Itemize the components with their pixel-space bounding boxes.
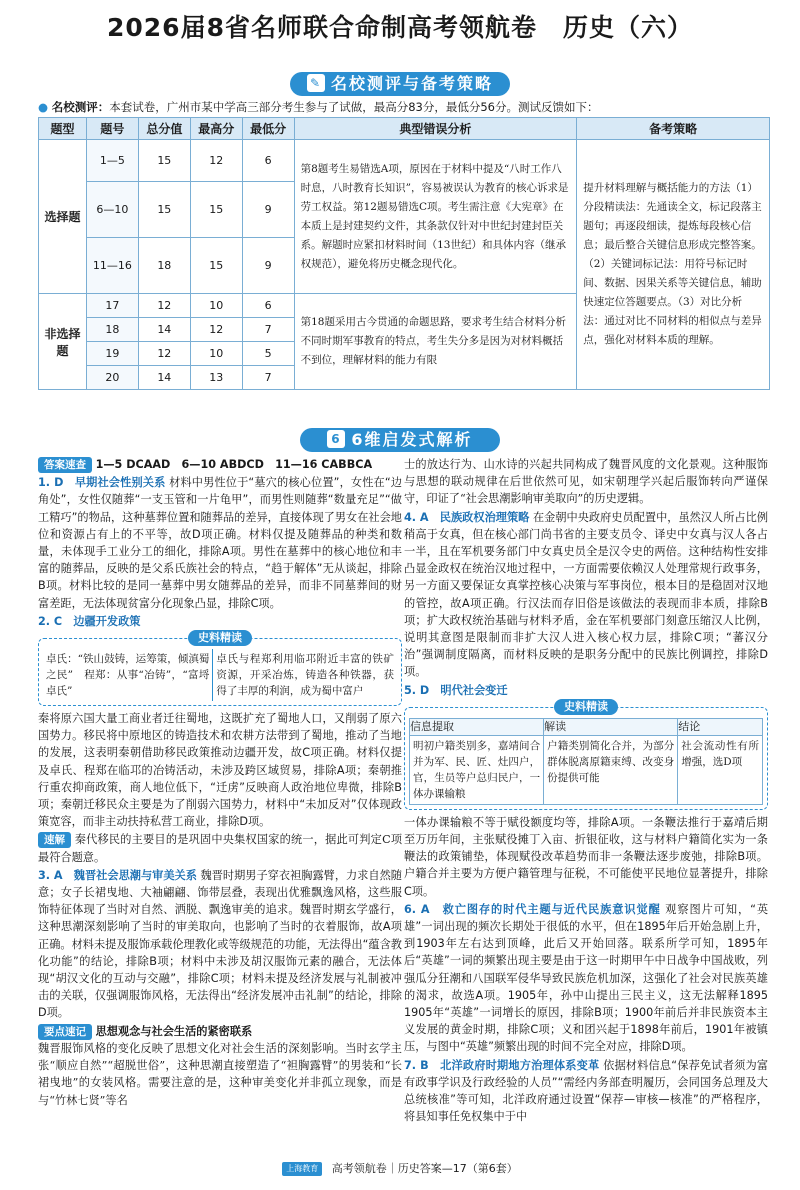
box-caption: 史料精读	[188, 630, 252, 646]
cell-max: 15	[190, 182, 242, 238]
cell-no: 6—10	[86, 182, 138, 238]
cell-total: 12	[138, 294, 190, 318]
table-header: 最高分	[190, 118, 242, 140]
key-points	[38, 1023, 402, 1109]
question-4	[404, 509, 768, 681]
cell-total: 15	[138, 182, 190, 238]
tip-text: 秦代移民的主要目的是巩固中央集权国家的统一，据此可判定C项最符合题意。	[38, 833, 403, 864]
q2-heading: 2. C 边疆开发政策	[38, 614, 141, 628]
box-header: 信息提取	[410, 718, 544, 735]
answer-summary	[38, 456, 402, 473]
error-analysis-nonchoice: 第18题采用古今贯通的命题思路，要求考生结合材料分析不同时期军事教育的特点，考生失分多是因为对材料概括不到位，理解材料的能力有限	[294, 294, 577, 390]
cell-no: 17	[86, 294, 138, 318]
table-row	[39, 140, 770, 182]
box-cell: 明初户籍类别多，嘉靖间合并为军、民、匠、灶四户，官，生员等户总归民户，一体办课输粮	[410, 735, 544, 804]
box-header: 解读	[544, 718, 678, 735]
table-header: 题号	[86, 118, 138, 140]
key-points-title: 思想观念与社会生活的紧密联系	[95, 1024, 253, 1038]
right-column	[404, 456, 780, 1127]
q4-body: 在金朝中央政府史员配置中，虽然汉人所占比例稍高于女真，但在核心部门尚书省的主要支员令、译史中女真与汉人各占一半，且在军机要务部门中女真史员全是汉令史的两倍。这种结构性安排凸显金政权在统治汉地过程中，一方面需要依赖汉人处理常规行政事务，另一方面又要保证女真掌控核心决策与军事岗位，根本目的是稳固对汉地的管控，故A项正确。行汉法而存旧俗是该做法的表现而非本质，排除B项；扩大政权统治基础与材料矛盾，金在军机要部门刻意压缩汉人比例，说明其意图是限制而非扩大汉人进入核心权力层，排除C项；“蕃汉分治”强调制度隔离，而材料反映的是职务分配中的民族比例调控，排除D项。	[404, 510, 769, 679]
analysis-table	[38, 117, 770, 390]
box-interpretation: 卓氏与程郑利用临邛附近丰富的铁矿资源，开采冶炼，铸造各种铁器，获得了丰厚的利润，成为蜀中富户	[213, 649, 397, 701]
cell-total: 14	[138, 318, 190, 342]
question-3	[38, 867, 402, 1022]
box-caption: 史料精读	[554, 699, 618, 715]
cell-total: 12	[138, 342, 190, 366]
source-reading-box	[404, 699, 768, 810]
left-column	[38, 456, 402, 1110]
q7-heading: 7. B 北洋政府时期地方治理体系变革	[404, 1058, 600, 1072]
question-1	[38, 474, 402, 612]
answers-badge: 答案速查	[38, 457, 92, 473]
page-footer	[0, 1160, 800, 1176]
table-header: 题型	[39, 118, 87, 140]
cell-max: 12	[190, 318, 242, 342]
cell-total: 18	[138, 238, 190, 294]
cell-max: 13	[190, 366, 242, 390]
cell-min: 9	[242, 182, 294, 238]
question-7	[404, 1057, 768, 1126]
intro-text: 本套试卷，广州市某中学高三部分考生参与了试做，最高分83分，最低分56分。测试反馈如下：	[109, 100, 599, 114]
page-title: 2026届8省名师联合命制高考领航卷 历史（六）	[107, 13, 693, 42]
table-header-row	[39, 118, 770, 140]
tip-badge: 速解	[38, 832, 71, 848]
banner-label: 名校测评与备考策略	[330, 74, 493, 93]
box-header: 结论	[678, 718, 763, 735]
cell-max: 12	[190, 140, 242, 182]
box-cell: 社会流动性有所增强，选D项	[678, 735, 763, 804]
cell-min: 7	[242, 366, 294, 390]
banner-label: 6维启发式解析	[351, 430, 473, 449]
q1-body: 材料中男性位于“墓穴的核心位置”，女性在“边角处”，女性仅随葬“一支玉管和一片龟甲”，而男性则随葬“数量充足”“做工精巧”的物品，这种墓葬位置和随葬品的差异，直接体现了男女在社会地位和资源占有上的不平等，故D项正确。材料仅提及随葬品的种类和数量，未体现手工业分工的细化，排除A项。男性在墓葬中的核心地位和丰富的随葬品，反映的是父系氏族社会的特点，“趋于解体”无从谈起，排除B项。材料比较的是同一墓葬中男女随葬品的差异，而非不同墓葬间的财富差距，无法体现贫富分化现象凸显，排除C项。	[38, 476, 403, 610]
question-type: 非选择题	[39, 294, 87, 390]
question-6	[404, 901, 780, 1056]
number-six-icon: 6	[327, 430, 345, 448]
cell-no: 20	[86, 366, 138, 390]
table-header: 最低分	[242, 118, 294, 140]
table-header: 总分值	[138, 118, 190, 140]
cell-max: 10	[190, 342, 242, 366]
table-header: 典型错误分析	[294, 118, 577, 140]
publisher-logo: 上海教育	[282, 1162, 322, 1176]
section-banner-analysis	[300, 428, 500, 452]
quick-tip	[38, 831, 402, 865]
cell-max: 15	[190, 238, 242, 294]
error-analysis-choice: 第8题考生易错选A项，原因在于材料中提及“八时工作八时息，八时教育长知识”，容易被误认为教育的核心诉求是劳工权益。第12题易错选C项。考生需注意《大宪章》在本质上是封建契约文件，其条款仅针对中世纪封建封臣关系。解题时应紧扣材料时间（13世纪）和具体内容（继承权规范），避免将历史概念现代化。	[294, 140, 577, 294]
book-icon: ✎	[307, 74, 325, 92]
cell-no: 11—16	[86, 238, 138, 294]
section-banner-strategy	[290, 72, 510, 96]
q6-body: 观察图片可知，“英雄”一词出现的频次长期处于很低的水平，但在1895年后开始急剧上升，到1903年左右达到顶峰，此后又开始回落。联系所学可知，1895年后“英雄”一词的频繁出现主要是由于这一时期甲午中日战争中国战败，列强瓜分狂潮和八国联军侵华导致民族危机加深，这强化了社会对民族英雄的渴求，故选A项。1905年，孙中山提出三民主义，这无法解释1895 1905年“英雄”一词增长的原因，排除B项；1900年前后并非民族资本主义发展的黄金时期，排除C项；义和团兴起于1898年前后，1901年被镇压，与图中“英雄”频繁出现的时间不完全对应，排除D项。	[404, 902, 780, 1054]
q4-heading: 4. A 民族政权治理策略	[404, 510, 530, 524]
footer-text: 高考领航卷｜历史答案—17（第6套）	[331, 1162, 518, 1175]
cell-min: 9	[242, 238, 294, 294]
cell-min: 5	[242, 342, 294, 366]
key-points-continued: 士的放达行为、山水诗的兴起共同构成了魏晋风度的文化景观。这种服饰与思想的联动规律在后世依然可见，如宋朝理学兴起后服饰转向严谨保守，印证了“社会思潮影响审美取向”的历史逻辑。	[404, 458, 768, 506]
q6-heading: 6. A 救亡图存的时代主题与近代民族意识觉醒	[404, 902, 661, 916]
q5-heading: 5. D 明代社会变迁	[404, 683, 508, 697]
key-points-text: 魏晋服饰风格的变化反映了思想文化对社会生活的深刻影响。当时玄学主张“顺应自然”“超脱世俗”，这种思潮直接塑造了“袒胸露臂”的男装和“长裙曳地”的女装风格。需要注意的是，这种审美变化并非孤立现象，而是与“竹林七贤”等名	[38, 1041, 402, 1107]
strategy-cell: 提升材料理解与概括能力的方法（1）分段精读法：先通读全文，标记段落主题句；再逐段细读，提炼每段核心信息；最后整合关键信息形成完整答案。（2）关键词标记法：用符号标记时间、数据、因果关系等关键信息，辅助快速定位答题要点。（3）对比分析法：通过对比不同材料的相似点与差异点，强化对材料本质的理解。	[577, 140, 770, 390]
cell-min: 6	[242, 140, 294, 182]
cell-no: 1—5	[86, 140, 138, 182]
cell-min: 6	[242, 294, 294, 318]
source-reading-box	[38, 631, 402, 706]
q3-heading: 3. A 魏晋社会思潮与审美关系	[38, 868, 197, 882]
cell-no: 19	[86, 342, 138, 366]
question-type: 选择题	[39, 140, 87, 294]
q3-body: 魏晋时期男子穿衣袒胸露臂，力求自然随意；女子长裙曳地、大袖翩翩、饰带层叠，表现出优雅飘逸风格，这些服饰特征体现了当时对自然、洒脱、飘逸审美的追求。魏晋时期玄学盛行，这种思潮深刻影响了当时的审美取向，也影响了当时的衣着服饰，故A项正确。材料未提及服饰承载伦理教化或等级规范的功能，无法得出“蕴含教化功能”的结论，排除B项；材料中未涉及胡汉服饰元素的融合，无法体现“胡汉文化的互动与交融”，排除C项；材料未提及经济发展与礼制被冲击的关联，仅强调服饰风格，无法得出“经济发展冲击礼制”的结论，排除D项。	[38, 868, 402, 1020]
intro-icon: ●	[38, 100, 49, 114]
cell-total: 14	[138, 366, 190, 390]
box-source-text: 卓氏：“铁山鼓铸，运筹策，倾滇蜀之民” 程郑：从事“冶铸”，“富埒卓氏”	[46, 653, 210, 698]
cell-min: 7	[242, 318, 294, 342]
q2-body: 秦将原六国大量工商业者迁往蜀地，这既扩充了蜀地人口，又削弱了原六国势力。移民将中原地区的铸造技术和农耕方法带到了蜀地，推动了当地的发展，这表明秦朝借助移民政策推动边疆开发，故C项正确。材料仅提及卓氏、程郑在临邛的冶铸活动，未涉及跨区域贸易，排除A项；秦朝推行重农抑商政策，商人地位低下，“迁虏”反映商人政治地位卑微，排除B项；秦朝迁移民众主要是为了削弱六国势力，材料中“未加反对”仅体现政策宽容，而非主动扶持私营工商业，排除D项。	[38, 712, 402, 829]
cell-total: 15	[138, 140, 190, 182]
q1-heading: 1. D 早期社会性别关系	[38, 476, 166, 490]
cell-no: 18	[86, 318, 138, 342]
table-header: 备考策略	[577, 118, 770, 140]
intro-label: 名校测评：	[51, 100, 110, 114]
q5-body: 一体办课输粮不等于赋役额度均等，排除A项。一条鞭法推行于嘉靖后期至万历年间，主张赋役摊丁入亩、折银征收，这与材料户籍简化实为一条鞭法的政策铺垫，体现赋役改革趋势而非一条鞭法逐步废弛，排除B项。户籍合并主要为方便户籍管理与征税，不可能使平民地位显著提升，排除C项。	[404, 815, 768, 898]
key-points-badge: 要点速记	[38, 1024, 92, 1040]
cell-max: 10	[190, 294, 242, 318]
answers-text: 1—5 DCAAD 6—10 ABDCD 11—16 CABBCA	[95, 458, 373, 471]
test-intro	[38, 99, 768, 115]
q7-body: 依据材料信息“保荐免试者须为富有政事学识及行政经验的人员”“需经内务部查明履历，会同国务总理及大总统核准”等可知，北洋政府通过设置“保荐—审核—核准”的严格程序，将县知事任免权集中于中	[404, 1058, 769, 1124]
box-cell: 户籍类别简化合并，为部分群体脱离原籍束缚、改变身份提供可能	[544, 735, 678, 804]
